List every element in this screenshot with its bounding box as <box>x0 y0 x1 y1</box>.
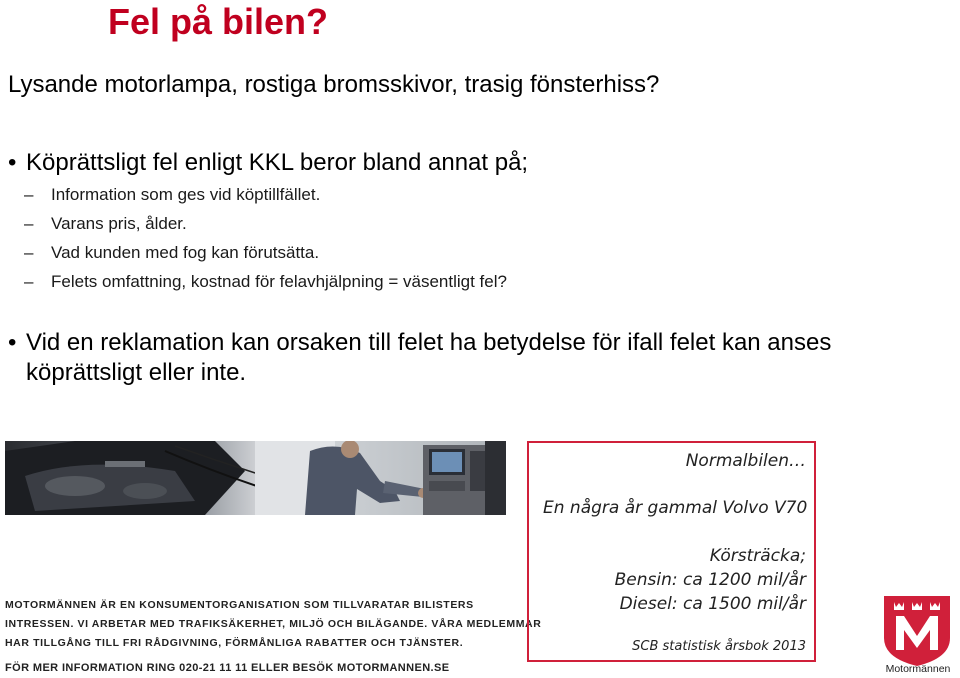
footer-line: INTRESSEN. VI ARBETAR MED TRAFIKSÄKERHET, MILJÖ OCH BILÄGANDE. VÅRA MEDLEMMAR <box>5 618 542 630</box>
slide-title: Fel på bilen? <box>108 1 329 42</box>
normalbilen-infobox <box>527 441 816 662</box>
sub-item <box>24 184 320 206</box>
logo-label: Motormännen <box>885 663 951 675</box>
photo-illustration <box>5 441 506 515</box>
footer-line: HAR TILLGÅNG TILL FRI RÅDGIVNING, FÖRMÅNLIGA RABATTER OCH TJÄNSTER. <box>5 637 464 649</box>
sub-item-text: Varans pris, ålder. <box>51 214 187 233</box>
dash-glyph: – <box>24 243 34 262</box>
sub-item <box>24 271 507 293</box>
sub-item <box>24 213 187 235</box>
infobox-car: En några år gammal Volvo V70 <box>543 498 808 518</box>
bullet-item-reklamation <box>8 328 928 388</box>
infobox-distance-label: Körsträcka; <box>709 546 806 566</box>
footer-contact-line: FÖR MER INFORMATION RING 020-21 11 11 ELLER BESÖK MOTORMANNEN.SE <box>5 662 450 674</box>
infobox-diesel: Diesel: ca 1500 mil/år <box>619 594 806 614</box>
dash-glyph: – <box>24 272 34 291</box>
bullet-item-kkl <box>8 148 528 178</box>
dash-glyph: – <box>24 185 34 204</box>
bullet-dot: • <box>8 149 17 176</box>
infobox-source: SCB statistisk årsbok 2013 <box>632 639 806 654</box>
mechanic-car-diagnostics-photo <box>5 441 506 515</box>
sub-item-text: Felets omfattning, kostnad för felavhjälpning = väsentligt fel? <box>51 272 507 291</box>
sub-item-text: Vad kunden med fog kan förutsätta. <box>51 243 320 262</box>
bullet-text: Vid en reklamation kan orsaken till felet ha betydelse för ifall felet kan anses köprättsligt eller inte. <box>26 329 832 386</box>
bullet-text: Köprättsligt fel enligt KKL beror bland annat på; <box>26 149 529 176</box>
dash-glyph: – <box>24 214 34 233</box>
footer-line: MOTORMÄNNEN ÄR EN KONSUMENTORGANISATION SOM TILLVARATAR BILISTERS <box>5 599 474 611</box>
bullet-dot: • <box>8 329 17 356</box>
sub-item-text: Information som ges vid köptillfället. <box>51 185 321 204</box>
infobox-heading: Normalbilen… <box>685 451 806 471</box>
slide-subtitle: Lysande motorlampa, rostiga bromsskivor, trasig fönsterhiss? <box>8 71 660 98</box>
infobox-petrol: Bensin: ca 1200 mil/år <box>614 570 806 590</box>
sub-item <box>24 242 319 264</box>
